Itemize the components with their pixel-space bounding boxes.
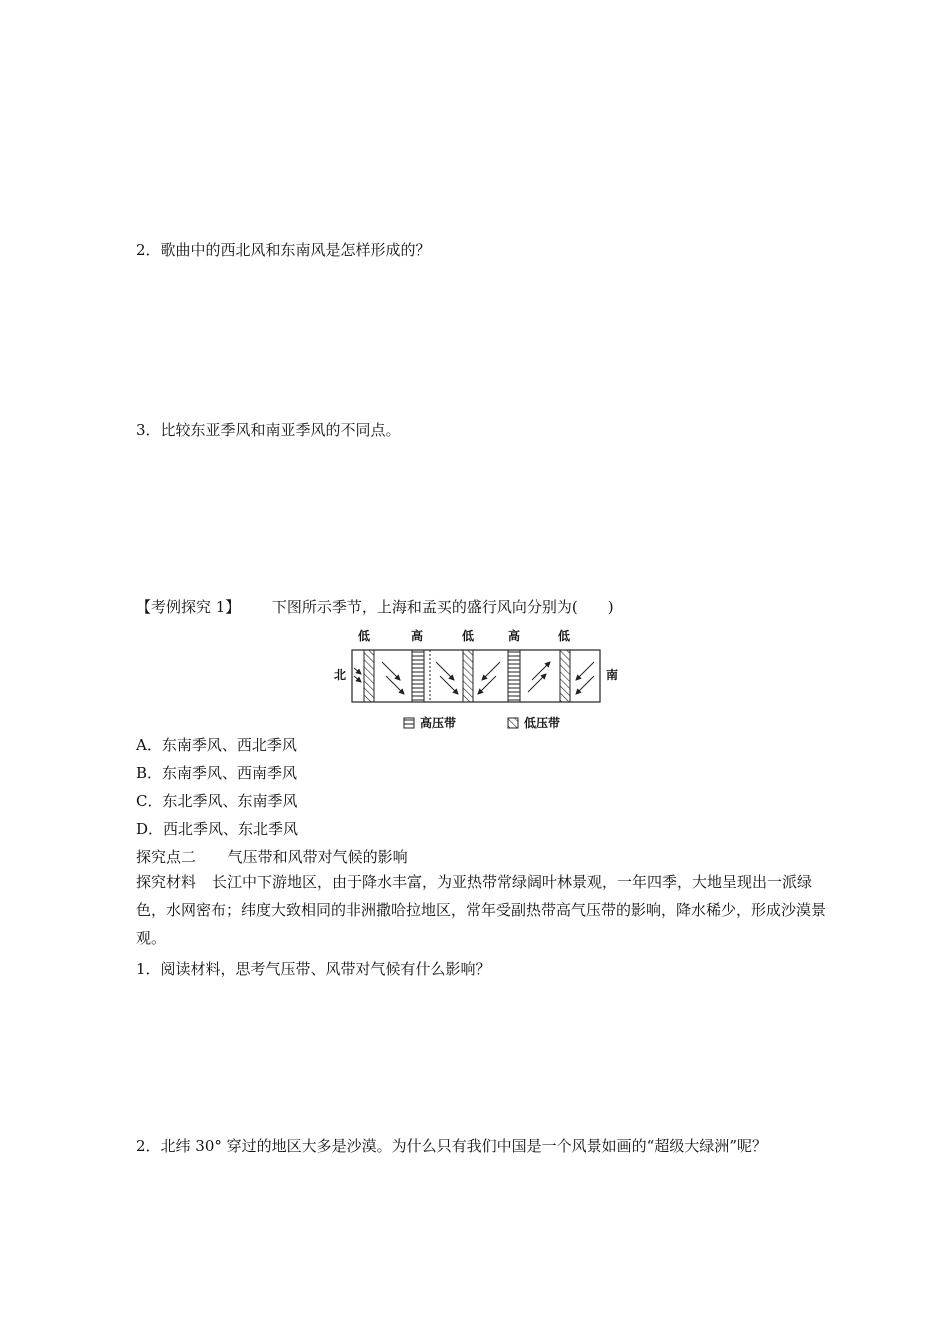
option-d: D．西北季风、东北季风 (136, 820, 299, 838)
label-north: 北 (333, 668, 347, 682)
option-b: B．东南季风、西南季风 (136, 764, 298, 782)
high-belt-1 (412, 650, 424, 702)
example-label: 【考例探究 1】 (136, 598, 241, 616)
legend-low-label: 低压带 (524, 716, 561, 730)
example-question: 下图所示季节，上海和孟买的盛行风向分别为( ) (271, 598, 614, 616)
question-2-lat30: 2．北纬 30° 穿过的地区大多是沙漠。为什么只有我们中国是一个风景如画的“超级大绿洲”呢？ (136, 1137, 768, 1155)
pressure-belt-diagram (330, 626, 630, 738)
section-label: 探究点二 (136, 848, 197, 866)
wind-arrows (354, 662, 594, 694)
section-title: 气压带和风带对气候的影响 (227, 848, 408, 866)
label-high-1: 高 (410, 629, 424, 643)
low-belt-2 (463, 650, 473, 702)
material-paragraph (136, 868, 826, 952)
label-high-2: 高 (507, 629, 521, 643)
low-belt-1 (364, 650, 374, 702)
option-c: C．东北季风、东南季风 (136, 792, 298, 810)
legend-high-label: 高压带 (420, 716, 457, 730)
label-low-3: 低 (557, 629, 571, 643)
label-low-1: 低 (357, 629, 371, 643)
low-belt-3 (560, 650, 570, 702)
question-2-winds: 2．歌曲中的西北风和东南风是怎样形成的？ (136, 241, 431, 259)
legend-low-swatch (508, 718, 518, 728)
question-1-pressure: 1．阅读材料，思考气压带、风带对气候有什么影响？ (136, 960, 491, 978)
high-belt-2 (508, 650, 520, 702)
example-heading (136, 597, 614, 617)
option-a: A．东南季风、西北季风 (136, 736, 297, 754)
label-low-2: 低 (461, 629, 475, 643)
material-label: 探究材料 (136, 873, 197, 891)
material-text: 长江中下游地区，由于降水丰富，为亚热带常绿阔叶林景观，一年四季，大地呈现出一派绿色，水网密布；纬度大致相同的非洲撒哈拉地区，常年受副热带高气压带的影响，降水稀少，形成沙漠景观。 (136, 873, 827, 947)
label-south: 南 (605, 668, 619, 682)
legend-high-swatch (404, 718, 414, 728)
question-3-compare: 3．比较东亚季风和南亚季风的不同点。 (136, 421, 401, 439)
section-heading (136, 847, 408, 867)
